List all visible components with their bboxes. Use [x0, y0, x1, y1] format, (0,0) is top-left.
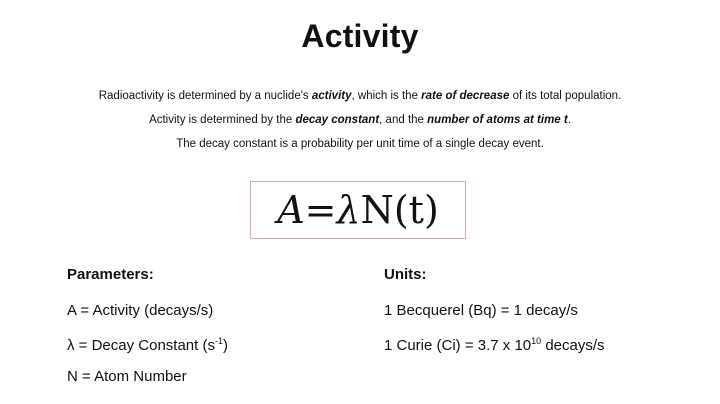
parameter-decay-constant-exponent: -1: [214, 336, 223, 346]
parameter-decay-constant-close: ): [223, 337, 228, 354]
formula-rhs: N(t): [360, 188, 439, 232]
unit-curie-text: 1 Curie (Ci) = 3.7 x 10: [384, 337, 532, 354]
parameter-atom-number: N = Atom Number: [67, 368, 187, 385]
formula-equals: =: [304, 188, 337, 232]
unit-curie: [384, 336, 605, 354]
page-title: Activity: [301, 18, 419, 54]
emphasis-rate-of-decrease: rate of decrease: [421, 90, 510, 102]
units-heading: Units:: [384, 266, 427, 283]
intro-text: of its total population.: [509, 90, 622, 102]
unit-becquerel: 1 Becquerel (Bq) = 1 decay/s: [384, 302, 578, 319]
intro-text: , and the: [379, 114, 428, 126]
intro-text: Radioactivity is determined by a nuclide's: [98, 90, 312, 102]
emphasis-decay-constant: decay constant: [295, 114, 380, 126]
intro-line-activity: [0, 89, 720, 103]
parameter-decay-constant: [67, 336, 228, 354]
unit-curie-suffix: decays/s: [541, 337, 605, 354]
parameter-activity: A = Activity (decays/s): [67, 302, 214, 319]
emphasis-number-of-atoms: number of atoms at time t: [427, 114, 568, 126]
intro-text: .: [567, 114, 571, 126]
formula-lhs: A: [277, 188, 305, 232]
intro-text: Activity is determined by the: [149, 114, 296, 126]
parameter-decay-constant-text: λ = Decay Constant (s: [67, 337, 215, 354]
emphasis-activity: activity: [311, 90, 352, 102]
unit-curie-exponent: 10: [531, 336, 542, 346]
activity-formula: [250, 181, 466, 239]
parameters-heading: Parameters:: [67, 266, 154, 283]
intro-text: , which is the: [351, 90, 422, 102]
intro-line-decay-constant: [0, 113, 720, 127]
intro-line-probability: The decay constant is a probability per unit time of a single decay event.: [176, 138, 544, 150]
formula-lambda: λ: [336, 188, 361, 232]
